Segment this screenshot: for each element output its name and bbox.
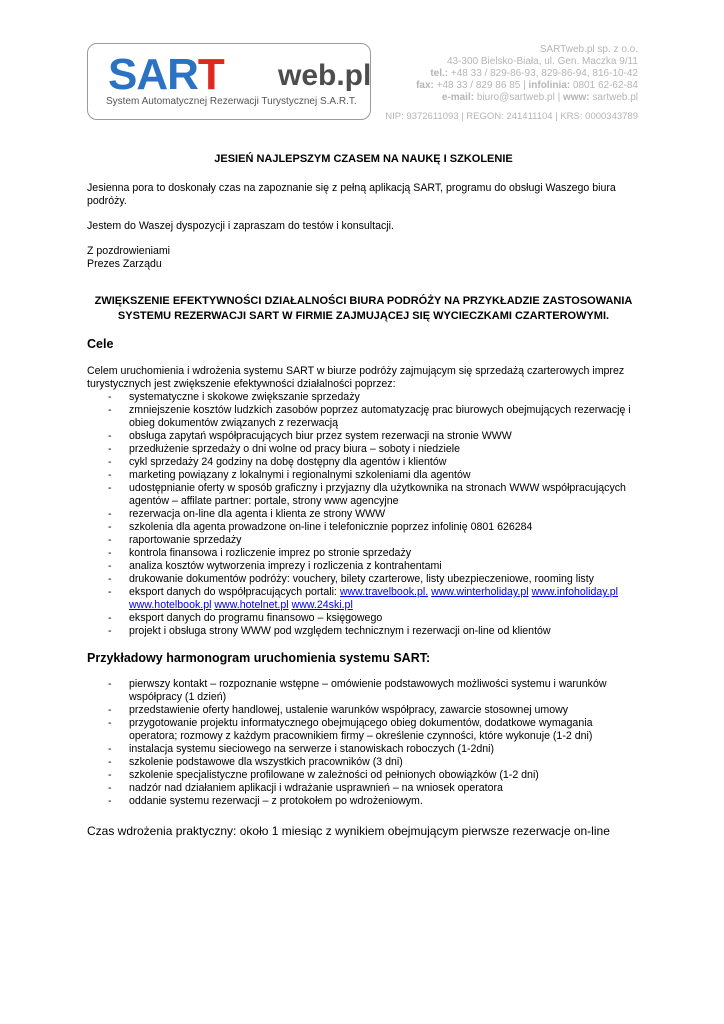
signature-role: Prezes Zarządu xyxy=(87,258,162,270)
list-item-goal: - raportowanie sprzedaży xyxy=(87,534,640,547)
goals-list xyxy=(87,391,640,586)
company-name: SARTweb.pl sp. z o.o. xyxy=(539,44,638,55)
company-address: 43-300 Bielsko-Biała, ul. Gen. Maczka 9/11 xyxy=(446,56,638,67)
signature-greeting: Z pozdrowieniami xyxy=(87,245,171,257)
logo-web-suffix: web.pl xyxy=(278,59,372,92)
schedule-heading: Przykładowy harmonogram uruchomienia systemu SART: xyxy=(87,651,431,665)
portal-link[interactable]: www.24ski.pl xyxy=(291,599,353,611)
list-item-goal: - projekt i obsługa strony WWW pod względem technicznym i rezerwacji on-line od klientów xyxy=(87,625,640,638)
list-item-goal: - szkolenia dla agenta prowadzone on-line i telefonicznie poprzez infolinię 0801 626284 xyxy=(87,521,640,534)
goals-heading: Cele xyxy=(87,337,114,351)
list-item-schedule: - szkolenie specjalistyczne profilowane w zależności od pełnionych obowiązków (1-2 dni) xyxy=(87,769,640,782)
list-item-goal: - analiza kosztów wytworzenia imprezy i rozliczenia z kontrahentami xyxy=(87,560,640,573)
list-item-schedule: - przedstawienie oferty handlowej, ustalenie warunków współpracy, zawarcie stosownej umowy xyxy=(87,704,640,717)
list-item-schedule: - oddanie systemu rezerwacji – z protokołem po wdrożeniowym. xyxy=(87,795,640,808)
list-item-goal: - cykl sprzedaży 24 godziny na dobę dostępny dla agentów i klientów xyxy=(87,456,640,469)
list-item-goal: - rezerwacja on-line dla agenta i klienta ze strony WWW xyxy=(87,508,640,521)
list-item-schedule: - nadzór nad działaniem aplikacji i wdrażanie usprawnień – na wniosek operatora xyxy=(87,782,640,795)
list-item-goal: - marketing powiązany z lokalnymi i regionalnymi szkoleniami dla agentów xyxy=(87,469,640,482)
company-tel: tel.: +48 33 / 829-86-93, 829-86-94, 816-10-42 xyxy=(430,68,638,79)
document-body xyxy=(87,153,640,838)
intro-paragraph-2: Jestem do Waszej dyspozycji i zapraszam do testów i konsultacji. xyxy=(87,220,394,232)
list-item-goal: - zmniejszenie kosztów ludzkich zasobów poprzez automatyzację prac biurowych obejmujących rezerwację i obieg dokumentów związanych z rezerwacją xyxy=(87,404,640,430)
list-item-schedule: - szkolenie podstawowe dla wszystkich pracowników (3 dni) xyxy=(87,756,640,769)
portal-link[interactable]: www.travelbook.pl. xyxy=(339,586,429,598)
goals-tail-list xyxy=(87,612,640,638)
logo-t: T xyxy=(197,50,224,99)
schedule-list xyxy=(87,678,640,808)
list-item-goal: - drukowanie dokumentów podróży: vouchery, bilety czarterowe, listy ubezpieczeniowe, rooming listy xyxy=(87,573,640,586)
export-list xyxy=(87,586,640,612)
logo-sart-text xyxy=(108,50,224,99)
company-info xyxy=(385,44,638,123)
company-email: e-mail: biuro@sartweb.pl | www: sartweb.pl xyxy=(441,92,638,103)
goals-intro: Celem uruchomienia i wdrożenia systemu SART w biurze podróży zajmującym się sprzedażą czarterowych imprez turystycznych jest zwiększenie efektywności działalności poprzez: xyxy=(87,365,625,390)
portal-link[interactable]: www.infoholiday.pl xyxy=(531,586,618,598)
list-item-schedule: - instalacja systemu sieciowego na serwerze i stanowiskach roboczych (1-2dni) xyxy=(87,743,640,756)
company-fax: fax: +48 33 / 829 86 85 | infolinia: 0801 62-62-84 xyxy=(416,80,638,91)
intro-paragraph-1: Jesienna pora to doskonały czas na zapoznanie się z pełną aplikacją SART, programu do obsługi Waszego biura podróży. xyxy=(87,182,616,207)
list-item-goal: - eksport danych do programu finansowo – księgowego xyxy=(87,612,640,625)
portal-link[interactable]: www.hotelnet.pl xyxy=(214,599,289,611)
closing-statement: Czas wdrożenia praktyczny: około 1 miesiąc z wynikiem obejmującym pierwsze rezerwacje on-line xyxy=(87,824,610,838)
company-logo xyxy=(87,43,371,120)
list-item-schedule: - pierwszy kontakt – rozpoznanie wstępne – omówienie podstawowych możliwości systemu i warunków współpracy (1 dzień) xyxy=(87,678,640,704)
list-item-goal: - obsługa zapytań współpracujących biur przez system rezerwacji na stronie WWW xyxy=(87,430,640,443)
list-item-export: - eksport danych do współpracujących portali: www.travelbook.pl. www.winterholiday.pl www.infoholiday.pl www.hotelbook.pl www.hotelnet.pl www.24ski.pl xyxy=(87,586,640,612)
portal-link[interactable]: www.winterholiday.pl xyxy=(431,586,529,598)
company-registration: NIP: 9372611093 | REGON: 241411104 | KRS: 0000343789 xyxy=(385,111,638,122)
list-item-goal: - przedłużenie sprzedaży o dni wolne od pracy biura – soboty i niedziele xyxy=(87,443,640,456)
logo-sar: SAR xyxy=(108,50,198,99)
logo-tagline: System Automatycznej Rezerwacji Turystycznej S.A.R.T. xyxy=(106,96,357,107)
list-item-goal: - systematyczne i skokowe zwiększanie sprzedaży xyxy=(87,391,640,404)
case-title: ZWIĘKSZENIE EFEKTYWNOŚCI DZIAŁALNOŚCI BIURA PODRÓŻY NA PRZYKŁADZIE ZASTOSOWANIA SYSTEMU REZERWACJI SART W FIRMIE ZAJMUJĄCEJ SIĘ WYCIECZKAMI CZARTEROWYMI. xyxy=(94,295,633,322)
portal-link[interactable]: www.hotelbook.pl xyxy=(129,599,212,611)
intro-title: JESIEŃ NAJLEPSZYM CZASEM NA NAUKĘ I SZKOLENIE xyxy=(214,153,513,165)
list-item-schedule: - przygotowanie projektu informatycznego obejmującego obieg dokumentów, dodatkowe wymagania operatora; rozmowy z każdym pracownikiem firmy – określenie czynności, które wykonuje (1-2 dni) xyxy=(87,717,640,743)
list-item-goal: - kontrola finansowa i rozliczenie imprez po stronie sprzedaży xyxy=(87,547,640,560)
list-item-goal: - udostępnianie oferty w sposób graficzny i przyjazny dla użytkownika na stronach WWW współpracujących agentów – affilate partner: portale, strony www agencyjne xyxy=(87,482,640,508)
